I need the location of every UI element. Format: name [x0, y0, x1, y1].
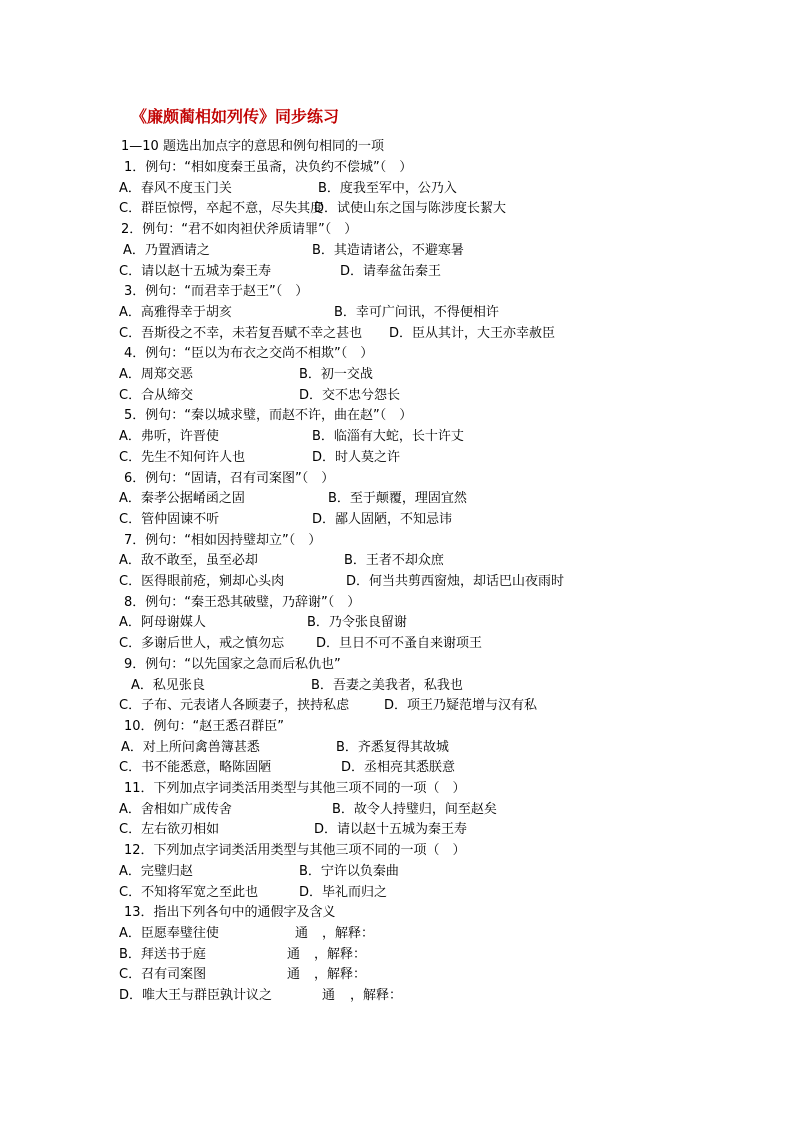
option-c: C．吾斯役之不幸，未若复吾赋不幸之甚也 — [119, 325, 363, 341]
explanation-label: ，解释： — [350, 988, 403, 1003]
explanation-label: ，解释： — [314, 946, 367, 962]
option-c: C．医得眼前疮，剜却心头肉 — [119, 574, 285, 589]
question-stem: 5．例句：“秦以城求璧，而赵不许，曲在赵”（ ） — [124, 408, 413, 424]
option-b: B．至于颠覆，理固宜然 — [328, 491, 467, 507]
option-a: A．春风不度玉门关 — [119, 180, 232, 196]
option-d: D．请奉盆缶秦王 — [340, 263, 442, 279]
option-a: A．乃置酒请之 — [123, 242, 210, 258]
option-c: C．多谢后世人，戒之慎勿忘 — [119, 636, 285, 652]
option-d: D．旦日不可不蚤自来谢项王 — [316, 636, 483, 652]
option-b: B．故令人持璧归，间至赵矣 — [332, 801, 497, 817]
question-stem: 1．例句：“相如度秦王虽斋，决负约不偿城”（ ） — [124, 160, 413, 175]
question-stem: 9．例句：“以先国家之急而后私仇也” — [124, 656, 341, 672]
option-b: B．临淄有大蛇，长十许丈 — [312, 429, 464, 445]
option-b: B．吾妻之美我者，私我也 — [311, 677, 463, 693]
question-stem: 6．例句：“固请，召有司案图”（ ） — [124, 470, 335, 486]
option-c: C．左右欲刃相如 — [119, 822, 220, 838]
fill-in-item: B．拜送书于庭 — [119, 946, 206, 962]
option-b: B．幸可广问讯，不得便相许 — [334, 304, 499, 320]
tong-label: 通 — [322, 988, 336, 1003]
option-d: D．何当共剪西窗烛，却话巴山夜雨时 — [346, 574, 565, 589]
option-c: C．群臣惊愕，卒起不意，尽失其度 — [119, 201, 324, 217]
question-stem: 13．指出下列各句中的通假字及含义 — [124, 905, 336, 921]
option-c: C．合从缔交 — [119, 387, 194, 403]
explanation-label: ，解释： — [314, 967, 367, 983]
option-b: B．齐悉复得其故城 — [336, 739, 449, 755]
option-c: C．子布、元表诸人各顾妻子，挟持私虑 — [119, 698, 350, 714]
question-stem: 12．下列加点字词类活用类型与其他三项不同的一项（ ） — [124, 843, 466, 859]
option-a: A．高雅得幸于胡亥 — [119, 304, 232, 320]
option-a: A．周郑交恶 — [119, 367, 193, 382]
question-stem: 10．例句：“赵王悉召群臣” — [124, 718, 285, 734]
option-b: B．王者不却众庶 — [344, 553, 444, 569]
explanation-label: ，解释： — [322, 925, 375, 941]
question-stem: 8．例句：“秦王恐其破璧，乃辞谢”（ ） — [124, 594, 361, 610]
question-stem: 3．例句：“而君幸于赵王”（ ） — [124, 284, 309, 300]
option-b: B．其造请诸公，不避寒暑 — [312, 242, 464, 258]
option-a: A．弗听，许晋使 — [119, 429, 219, 445]
question-stem: 2．例句：“君不如肉袒伏斧质请罪”（ ） — [121, 222, 358, 238]
fill-in-item: A．臣愿奉璧往使 — [119, 925, 219, 941]
option-d: D．项王乃疑范增与汉有私 — [384, 698, 538, 714]
option-a: A．完璧归赵 — [119, 863, 193, 879]
instructions: 1—10 题选出加点字的意思和例句相同的一项 — [121, 139, 384, 154]
question-stem: 7．例句：“相如因持璧却立”（ ） — [124, 532, 322, 548]
option-c: C．管仲固谏不听 — [119, 511, 220, 527]
option-d: D．丞相亮其悉朕意 — [341, 760, 456, 776]
option-d: D．鄙人固陋，不知忌讳 — [312, 511, 453, 527]
fill-in-item: C．召有司案图 — [119, 967, 207, 983]
option-c: C．书不能悉意，略陈固陋 — [119, 760, 272, 776]
option-a: A．敌不敢至，虽至必却 — [119, 553, 258, 569]
option-c: C．先生不知何许人也 — [119, 449, 246, 465]
option-c: C．请以赵十五城为秦王寿 — [119, 263, 272, 279]
option-d: D．臣从其计，大王亦幸赦臣 — [389, 325, 556, 341]
option-d: D．请以赵十五城为秦王寿 — [314, 822, 468, 838]
option-d: D．试使山东之国与陈涉度长絜大 — [314, 201, 507, 217]
option-a: A．阿母谢媒人 — [119, 615, 206, 631]
option-b: B．初一交战 — [299, 367, 373, 382]
option-d: D．毕礼而归之 — [299, 884, 388, 900]
option-b: B．度我至军中，公乃入 — [318, 180, 457, 196]
option-a: A．私见张良 — [131, 677, 205, 693]
tong-label: 通 — [287, 946, 301, 962]
option-d: D．交不忠兮怨长 — [299, 387, 401, 403]
option-a: A．舍相如广成传舍 — [119, 801, 232, 817]
option-b: B．乃令张良留谢 — [307, 615, 407, 631]
tong-label: 通 — [295, 925, 309, 941]
fill-in-item: D．唯大王与群臣孰计议之 — [119, 988, 273, 1003]
option-a: A．对上所问禽兽簿甚悉 — [121, 739, 260, 755]
page-title: 《廉颇蔺相如列传》同步练习 — [131, 107, 340, 126]
option-b: B．宁许以负秦曲 — [299, 863, 399, 879]
option-c: C．不知将军宽之至此也 — [119, 884, 259, 900]
option-a: A．秦孝公据崤函之固 — [119, 491, 245, 507]
option-d: D．时人莫之许 — [312, 449, 401, 465]
question-stem: 11．下列加点字词类活用类型与其他三项不同的一项（ ） — [124, 781, 466, 796]
question-stem: 4．例句：“臣以为布衣之交尚不相欺”（ ） — [124, 346, 374, 362]
tong-label: 通 — [287, 967, 301, 983]
